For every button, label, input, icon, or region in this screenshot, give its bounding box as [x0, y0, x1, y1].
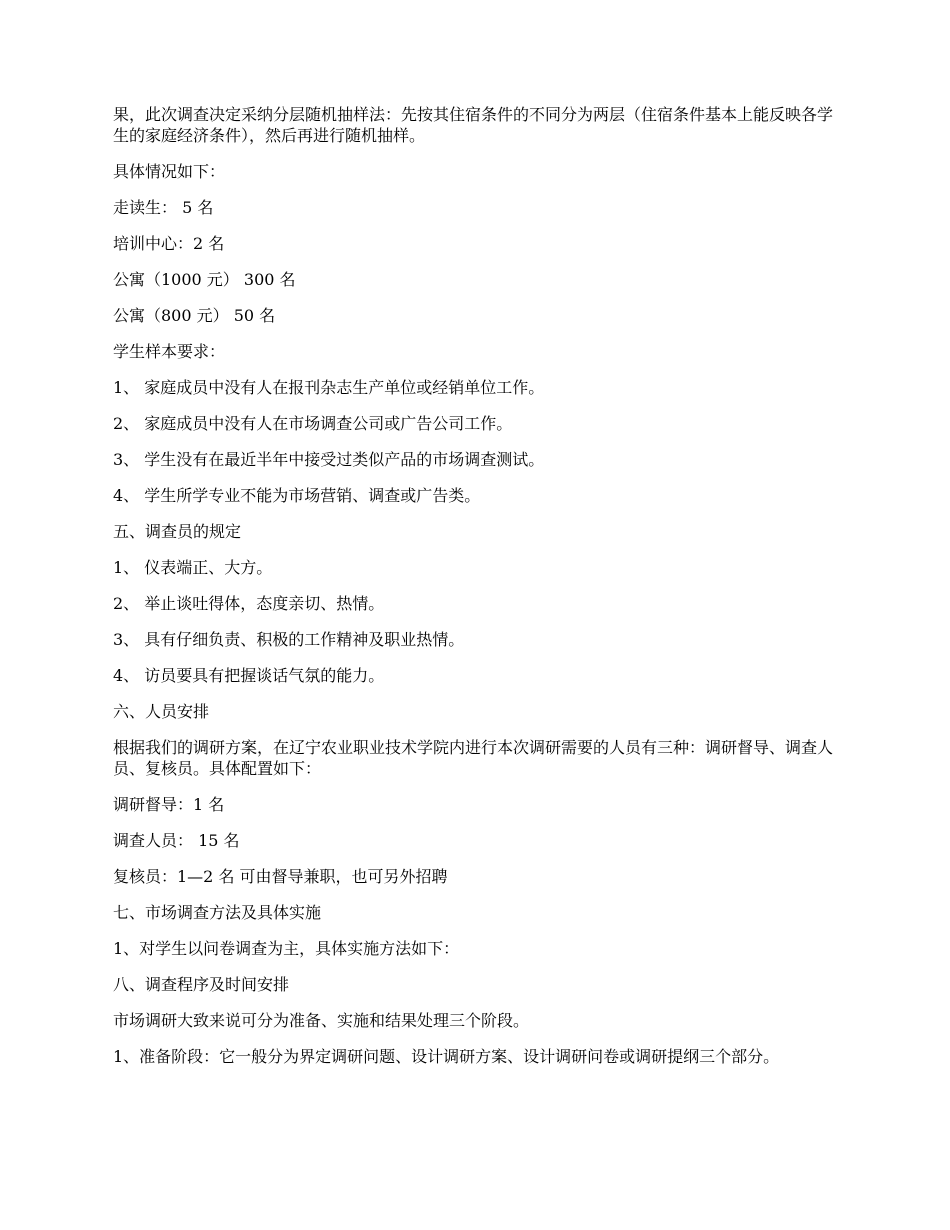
paragraph-supervisor: 调研督导：1 名	[113, 795, 225, 814]
paragraph-sampling-method: 果，此次调查决定采纳分层随机抽样法：先按其住宿条件的不同分为两层（住宿条件基本上能反映各学生的家庭经济条件），然后再进行随机抽样。	[113, 105, 834, 145]
list-item-interviewer-2: 2、 举止谈吐得体，态度亲切、热情。	[113, 594, 385, 613]
paragraph-stages: 市场调研大致来说可分为准备、实施和结果处理三个阶段。	[113, 1011, 530, 1030]
paragraph-staffing: 根据我们的调研方案，在辽宁农业职业技术学院内进行本次调研需要的人员有三种：调研督导、调查人员、复核员。具体配置如下：	[113, 738, 834, 778]
paragraph-method-1: 1、对学生以问卷调查为主，具体实施方法如下：	[113, 939, 460, 958]
document-body	[113, 104, 843, 1082]
section-heading-8: 八、调查程序及时间安排	[113, 975, 290, 994]
list-item-interviewer-4: 4、 访员要具有把握谈话气氛的能力。	[113, 666, 385, 685]
paragraph-sample-requirements: 学生样本要求：	[113, 342, 226, 361]
paragraph-training-center: 培训中心：2 名	[113, 234, 225, 253]
section-heading-7: 七、市场调查方法及具体实施	[113, 903, 322, 922]
paragraph-day-students: 走读生： 5 名	[113, 198, 214, 217]
paragraph-apartment-800: 公寓（800 元） 50 名	[113, 306, 276, 325]
paragraph-preparation-stage: 1、准备阶段：它一般分为界定调研问题、设计调研方案、设计调研问卷或调研提纲三个部分。	[113, 1047, 780, 1066]
paragraph-details-intro: 具体情况如下：	[113, 162, 226, 181]
list-item-requirement-2: 2、 家庭成员中没有人在市场调查公司或广告公司工作。	[113, 414, 513, 433]
paragraph-apartment-1000: 公寓（1000 元） 300 名	[113, 270, 296, 289]
paragraph-reviewers: 复核员：1—2 名 可由督导兼职，也可另外招聘	[113, 867, 448, 886]
section-heading-5: 五、调查员的规定	[113, 522, 242, 541]
list-item-requirement-4: 4、 学生所学专业不能为市场营销、调查或广告类。	[113, 486, 481, 505]
list-item-interviewer-1: 1、 仪表端正、大方。	[113, 558, 273, 577]
paragraph-investigators: 调查人员： 15 名	[113, 831, 240, 850]
section-heading-6: 六、人员安排	[113, 702, 210, 721]
list-item-interviewer-3: 3、 具有仔细负责、积极的工作精神及职业热情。	[113, 630, 465, 649]
list-item-requirement-3: 3、 学生没有在最近半年中接受过类似产品的市场调查测试。	[113, 450, 545, 469]
list-item-requirement-1: 1、 家庭成员中没有人在报刊杂志生产单位或经销单位工作。	[113, 378, 545, 397]
